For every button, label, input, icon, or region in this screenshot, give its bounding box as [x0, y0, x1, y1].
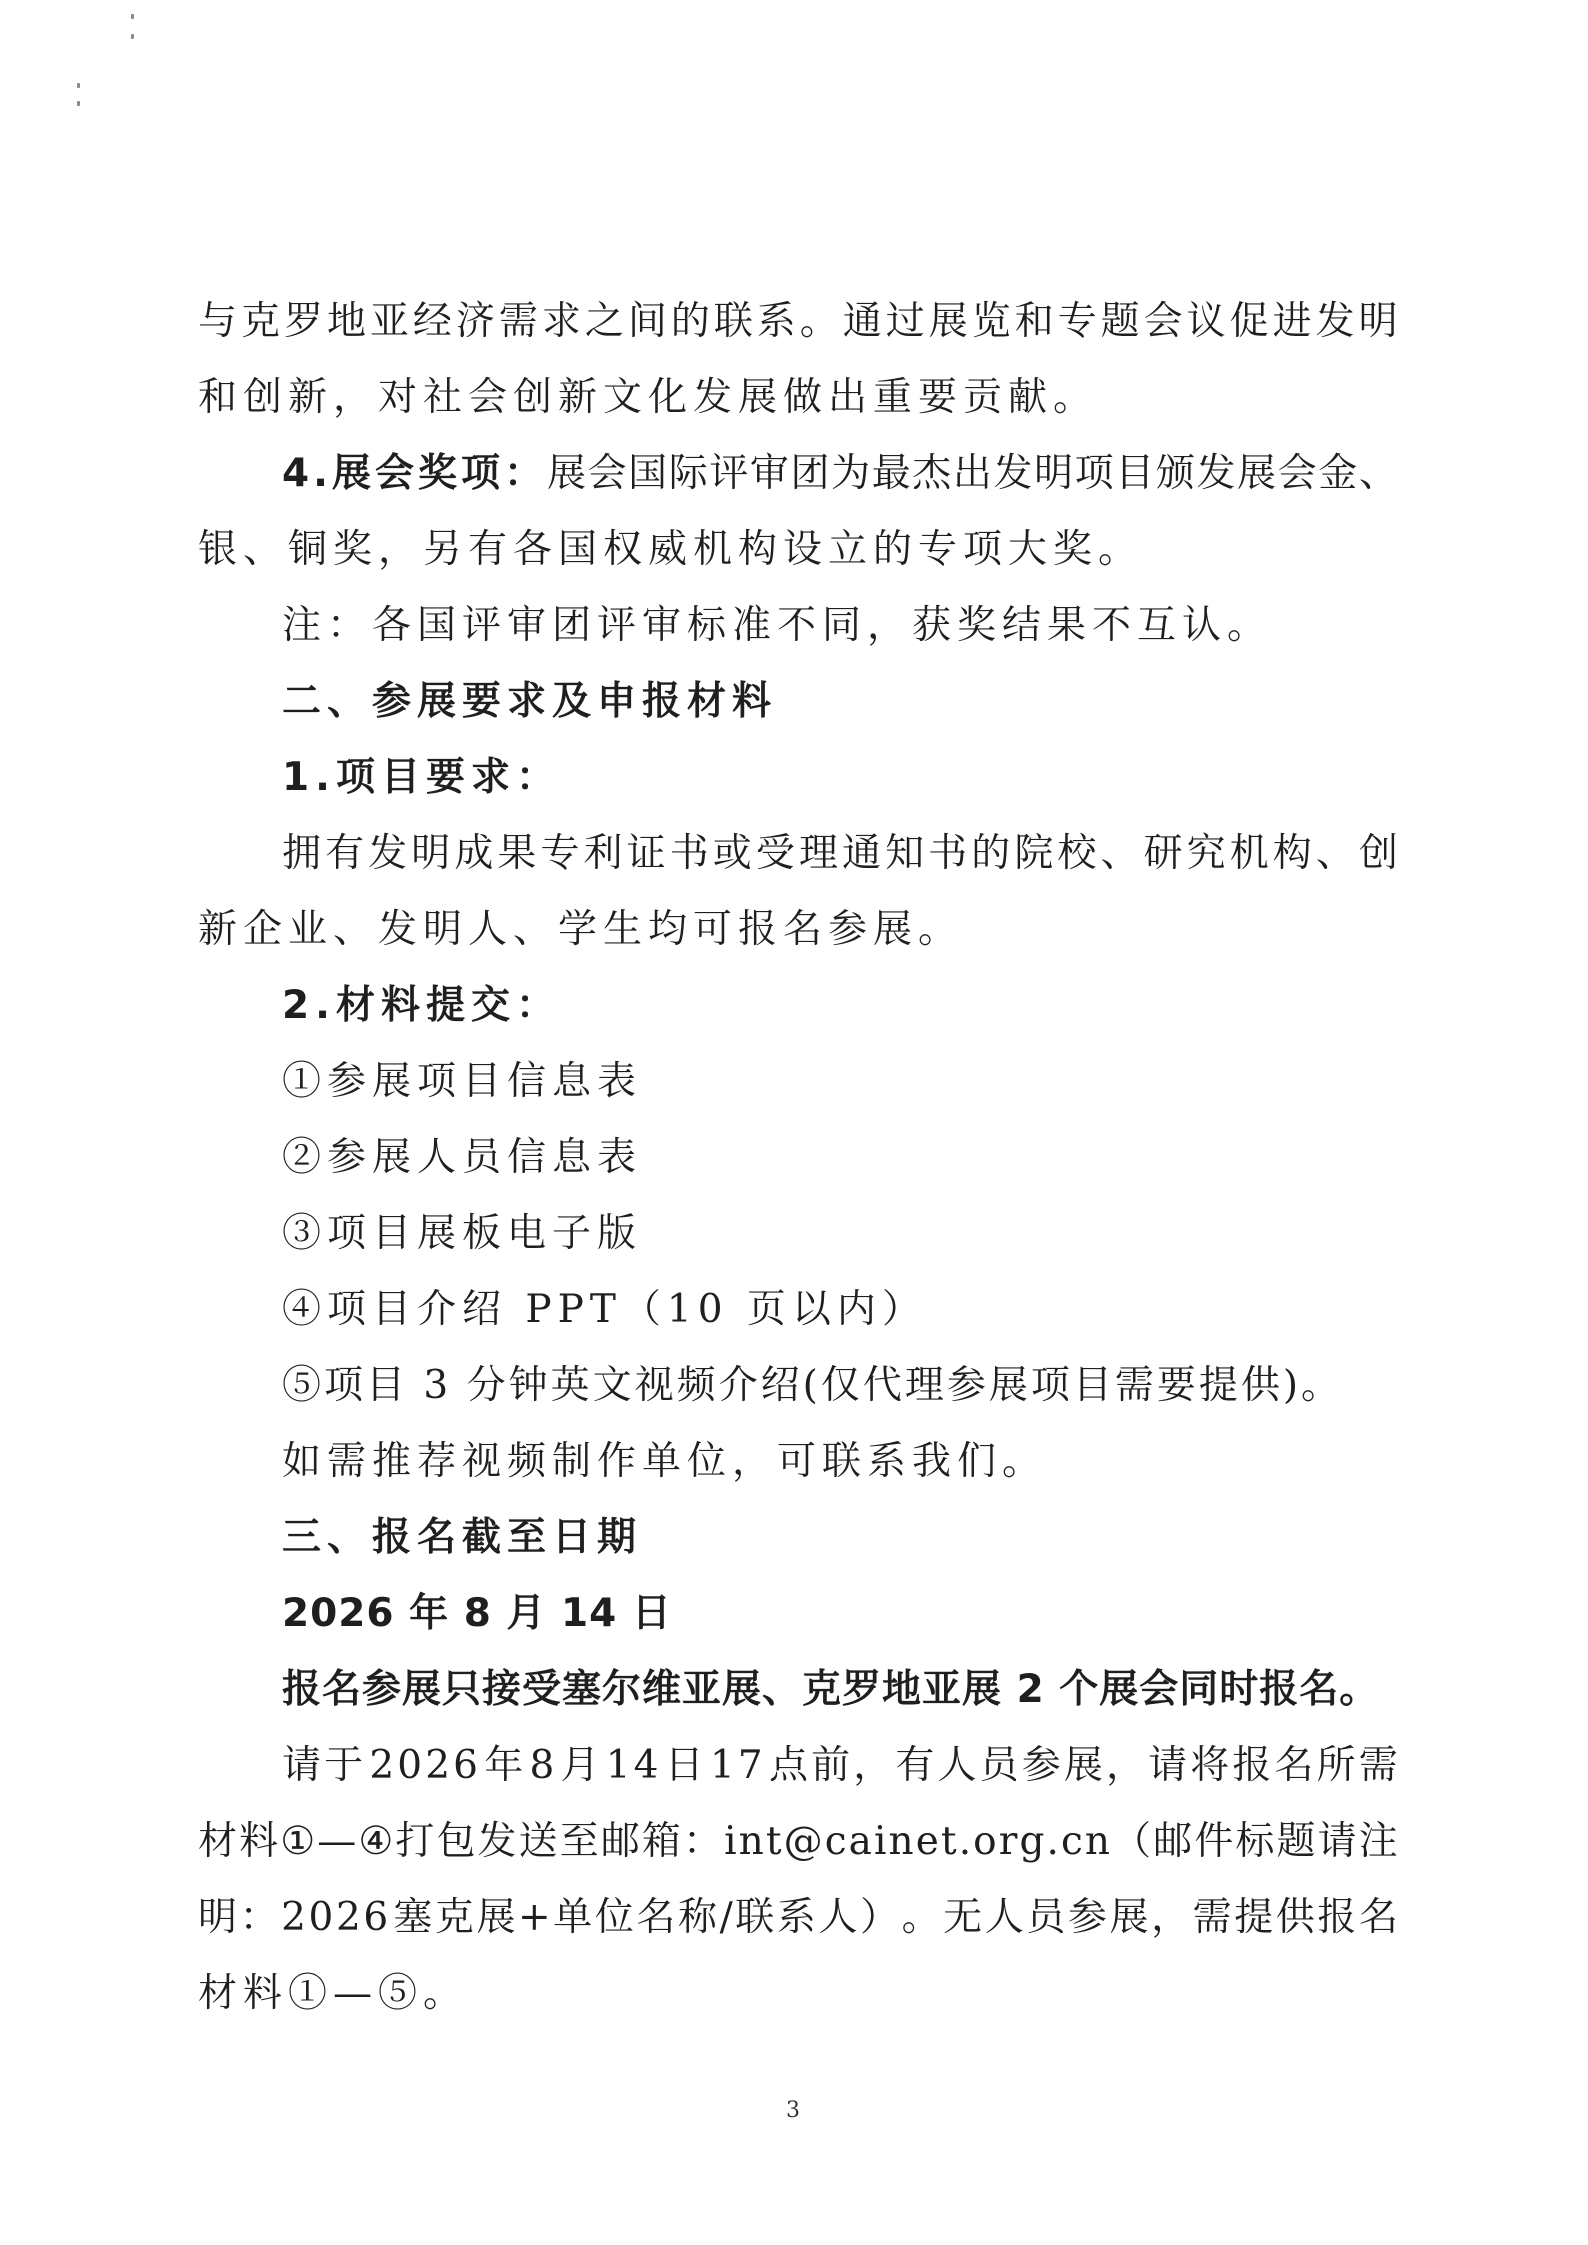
paragraph-line: 材料①—⑤。 — [198, 1971, 469, 2016]
paragraph-line: 银、铜奖，另有各国权威机构设立的专项大奖。 — [198, 527, 1144, 572]
paragraph-line: 与 克 罗 地 亚 经 济 需 求 之 间 的 联 系 。 通 过 展 览 和 专 题 会 议 促 进 发 明 — [198, 299, 1398, 344]
awards-label: 4.展会奖项： — [282, 451, 547, 496]
page-number: 3 — [786, 2098, 800, 2123]
awards-text: 展 会 国 际 评 审 团 为 最 杰 出 发 明 项 目 颁 发 展 会 金 、 — [546, 451, 1398, 496]
deadline-date: 2026 年 8 月 14 日 — [282, 1591, 672, 1636]
list-item: ②参展人员信息表 — [282, 1135, 643, 1180]
scan-mark — [77, 83, 80, 88]
paragraph-line: 和创新，对社会创新文化发展做出重要贡献。 — [198, 375, 1099, 420]
paragraph-line: 新企业、发明人、学生均可报名参展。 — [198, 907, 964, 952]
list-item: ⑤项目 3 分钟英文视频介绍(仅代理参展项目需要提供)。 — [282, 1363, 1344, 1408]
paragraph-line: 明 ： 2 0 2 6 塞 克 展 + 单 位 名 称 / 联 系 人 ） 。 无 人 员 参 展 ， 需 提 供 报 名 — [198, 1895, 1398, 1940]
paragraph-line: 请 于 2 0 2 6 年 8 月 1 4 日 1 7 点 前 ， 有 人 员 参 展 ， 请 将 报 名 所 需 — [282, 1743, 1398, 1788]
list-item: ③项目展板电子版 — [282, 1211, 643, 1256]
section-heading-3: 三、报名截至日期 — [282, 1515, 643, 1560]
scan-mark — [77, 101, 80, 106]
scan-mark — [131, 14, 134, 19]
paragraph-line: 拥 有 发 明 成 果 专 利 证 书 或 受 理 通 知 书 的 院 校 、 研 究 机 构 、 创 — [282, 831, 1398, 876]
subheading-materials: 2.材料提交： — [282, 983, 561, 1028]
registration-note: 报名参展只接受塞尔维亚展、克罗地亚展 2 个展会同时报名。 — [282, 1667, 1380, 1712]
list-item: ④项目介绍 PPT（10 页以内） — [282, 1287, 927, 1332]
paragraph-line: 材 料 ① — ④ 打 包 发 送 至 邮 箱 ： i n t @ c a i n e t . o r g . c n （ 邮 件 标 题 请 注 — [198, 1819, 1398, 1864]
scan-mark — [131, 34, 134, 39]
awards-line — [282, 451, 1398, 496]
section-heading-2: 二、参展要求及申报材料 — [282, 679, 778, 724]
paragraph-line: 如需推荐视频制作单位，可联系我们。 — [282, 1439, 1048, 1484]
list-item: ①参展项目信息表 — [282, 1059, 643, 1104]
subheading-project-requirements: 1.项目要求： — [282, 755, 561, 800]
note-line: 注：各国评审团评审标准不同，获奖结果不互认。 — [282, 603, 1273, 648]
